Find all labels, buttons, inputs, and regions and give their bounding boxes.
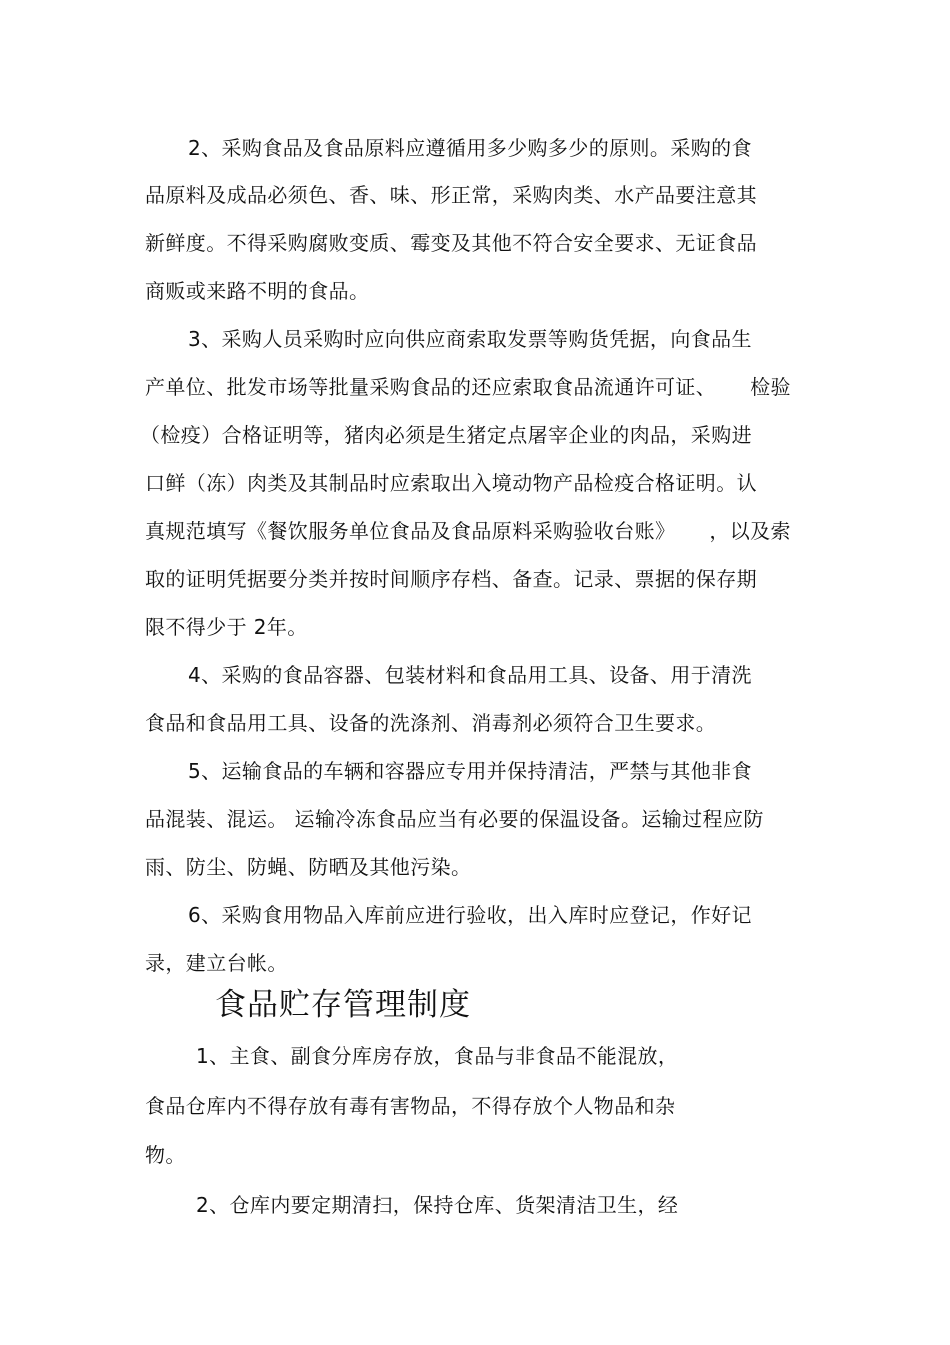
paragraph-3-line-2: 产单位、批发市场等批量采购食品的还应索取食品流通许可证、 检验 (145, 375, 791, 399)
paragraph-2-line-1: 2、采购食品及食品原料应遵循用多少购多少的原则。采购的食 (188, 136, 752, 160)
paragraph-2-line-4: 商贩或来路不明的食品。 (145, 279, 370, 303)
section-paragraph-1-line-1: 1、主食、副食分库房存放，食品与非食品不能混放， (196, 1044, 679, 1068)
paragraph-3-line-4: 口鲜（冻）肉类及其制品时应索取出入境动物产品检疫合格证明。认 (145, 471, 757, 495)
paragraph-5-line-1: 5、运输食品的车辆和容器应专用并保持清洁，严禁与其他非食 (188, 759, 752, 783)
section-title: 食品贮存管理制度 (215, 987, 471, 1023)
paragraph-2-line-2: 品原料及成品必须色、香、味、形正常，采购肉类、水产品要注意其 (145, 183, 757, 207)
paragraph-3-line-6: 取的证明凭据要分类并按时间顺序存档、备查。记录、票据的保存期 (145, 567, 757, 591)
paragraph-3-line-5: 真规范填写《餐饮服务单位食品及食品原料采购验收台账》 ，以及索 (145, 519, 791, 543)
paragraph-5-line-3: 雨、防尘、防蝇、防晒及其他污染。 (145, 855, 472, 879)
paragraph-3-line-7: 限不得少于 2年。 (145, 615, 308, 639)
paragraph-4-line-1: 4、采购的食品容器、包装材料和食品用工具、设备、用于清洗 (188, 663, 752, 687)
paragraph-6-line-2: 录，建立台帐。 (145, 951, 288, 975)
paragraph-3-line-1: 3、采购人员采购时应向供应商索取发票等购货凭据，向食品生 (188, 327, 752, 351)
paragraph-3-line-3: （检疫）合格证明等，猪肉必须是生猪定点屠宰企业的肉品，采购进 (140, 423, 752, 447)
paragraph-2-line-3: 新鲜度。不得采购腐败变质、霉变及其他不符合安全要求、无证食品 (145, 231, 757, 255)
paragraph-5-line-2: 品混装、混运。 运输冷冻食品应当有必要的保温设备。运输过程应防 (145, 807, 764, 831)
section-paragraph-1-line-2: 食品仓库内不得存放有毒有害物品，不得存放个人物品和杂 (145, 1094, 676, 1118)
paragraph-6-line-1: 6、采购食用物品入库前应进行验收，出入库时应登记，作好记 (188, 903, 752, 927)
section-paragraph-2-line-1: 2、仓库内要定期清扫，保持仓库、货架清洁卫生，经 (196, 1193, 679, 1217)
section-paragraph-1-line-3: 物。 (145, 1143, 186, 1167)
paragraph-4-line-2: 食品和食品用工具、设备的洗涤剂、消毒剂必须符合卫生要求。 (145, 711, 717, 735)
